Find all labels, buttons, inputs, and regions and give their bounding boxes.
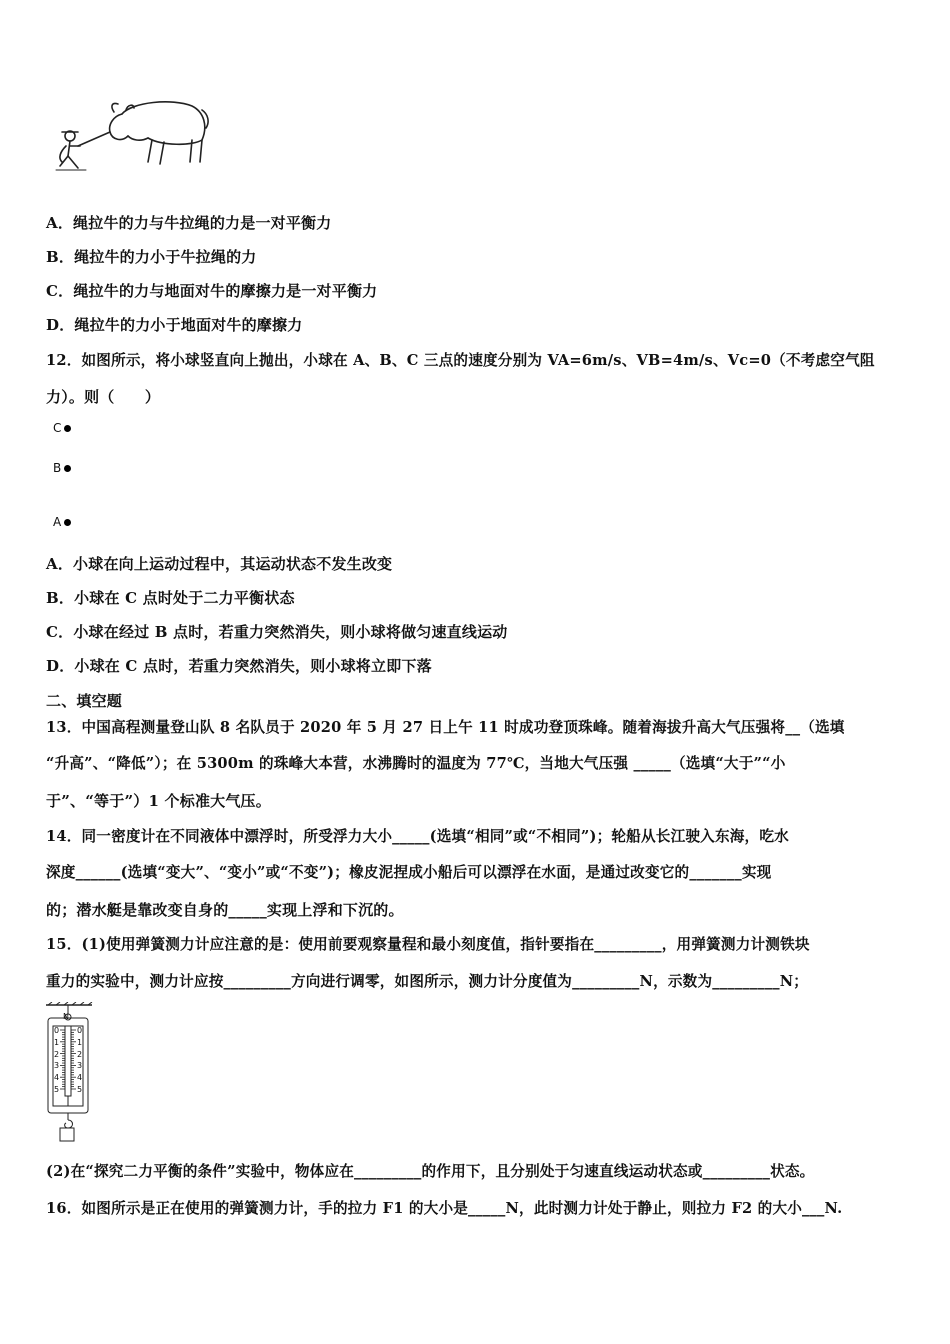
q15-line1: 15．(1)使用弹簧测力计应注意的是：使用前要观察量程和最小刻度值，指针要指在_________，用弹簧测力计测铁块 xyxy=(46,936,810,953)
q12-option-c: C．小球在经过 B 点时，若重力突然消失，则小球将做匀速直线运动 xyxy=(46,623,508,641)
q14-line2: 深度______(选填“变大”、“变小”或“不变”)；橡皮泥捏成小船后可以漂浮在水面，是通过改变它的_______实现 xyxy=(46,864,772,881)
ball-dot-c xyxy=(64,425,71,432)
q15-part2: (2)在“探究二力平衡的条件”实验中，物体应在_________的作用下，且分别处于匀速直线运动状态或_________状态。 xyxy=(46,1163,815,1180)
q13-line1: 13．中国高程测量登山队 8 名队员于 2020 年 5 月 27 日上午 11 时成功登顶珠峰。随着海拔升高大气压强将__（选填 xyxy=(46,719,845,736)
q11-option-d: D．绳拉牛的力小于地面对牛的摩擦力 xyxy=(46,316,303,334)
q15-line2: 重力的实验中，测力计应按_________方向进行调零，如图所示，测力计分度值为_________N，示数为_________N； xyxy=(46,973,809,990)
q11-option-a: A．绳拉牛的力与牛拉绳的力是一对平衡力 xyxy=(46,214,332,232)
scale-ticks-left: 0 1 2 3 4 5 xyxy=(54,1026,60,1094)
q12-option-b: B．小球在 C 点时处于二力平衡状态 xyxy=(46,589,295,607)
point-b: B xyxy=(53,461,71,475)
q11-option-b: B．绳拉牛的力小于牛拉绳的力 xyxy=(46,248,257,266)
scale-unit: N xyxy=(63,1012,69,1021)
scale-ticks-right: 0 1 2 3 4 5 xyxy=(77,1026,83,1094)
q11-option-c: C．绳拉牛的力与地面对牛的摩擦力是一对平衡力 xyxy=(46,282,378,300)
q12-stem-line2: 力）。则（ ） xyxy=(46,388,161,406)
q12-stem-line1: 12．如图所示，将小球竖直向上抛出，小球在 A、B、C 三点的速度分别为 VA=6m/s、VB=4m/s、Vc=0（不考虑空气阻 xyxy=(46,352,875,369)
ball-dot-a xyxy=(64,519,71,526)
point-c: C xyxy=(53,421,71,435)
q12-option-d: D．小球在 C 点时，若重力突然消失，则小球将立即下落 xyxy=(46,657,432,675)
spring-scale-drawing xyxy=(44,1002,94,1144)
q14-line3: 的；潜水艇是靠改变自身的_____实现上浮和下沉的。 xyxy=(46,901,404,919)
q13-line3: 于”、“等于”）1 个标准大气压。 xyxy=(46,792,271,810)
ball-dot-b xyxy=(64,465,71,472)
q12-option-a: A．小球在向上运动过程中，其运动状态不发生改变 xyxy=(46,555,393,573)
ox-pulling-figure xyxy=(52,96,212,182)
spring-scale-figure xyxy=(44,1002,94,1144)
q13-line2: “升高”、“降低”）；在 5300m 的珠峰大本营，水沸腾时的温度为 77℃，当地大气压强 _____（选填“大于”“小 xyxy=(46,755,786,772)
q14-line1: 14．同一密度计在不同液体中漂浮时，所受浮力大小_____(选填“相同”或“不相同”)；轮船从长江驶入东海，吃水 xyxy=(46,828,789,845)
section-heading: 二、填空题 xyxy=(46,692,123,710)
q16-line: 16．如图所示是正在使用的弹簧测力计，手的拉力 F1 的大小是_____N，此时测力计处于静止，则拉力 F2 的大小___N. xyxy=(46,1200,843,1217)
point-a: A xyxy=(53,515,71,529)
